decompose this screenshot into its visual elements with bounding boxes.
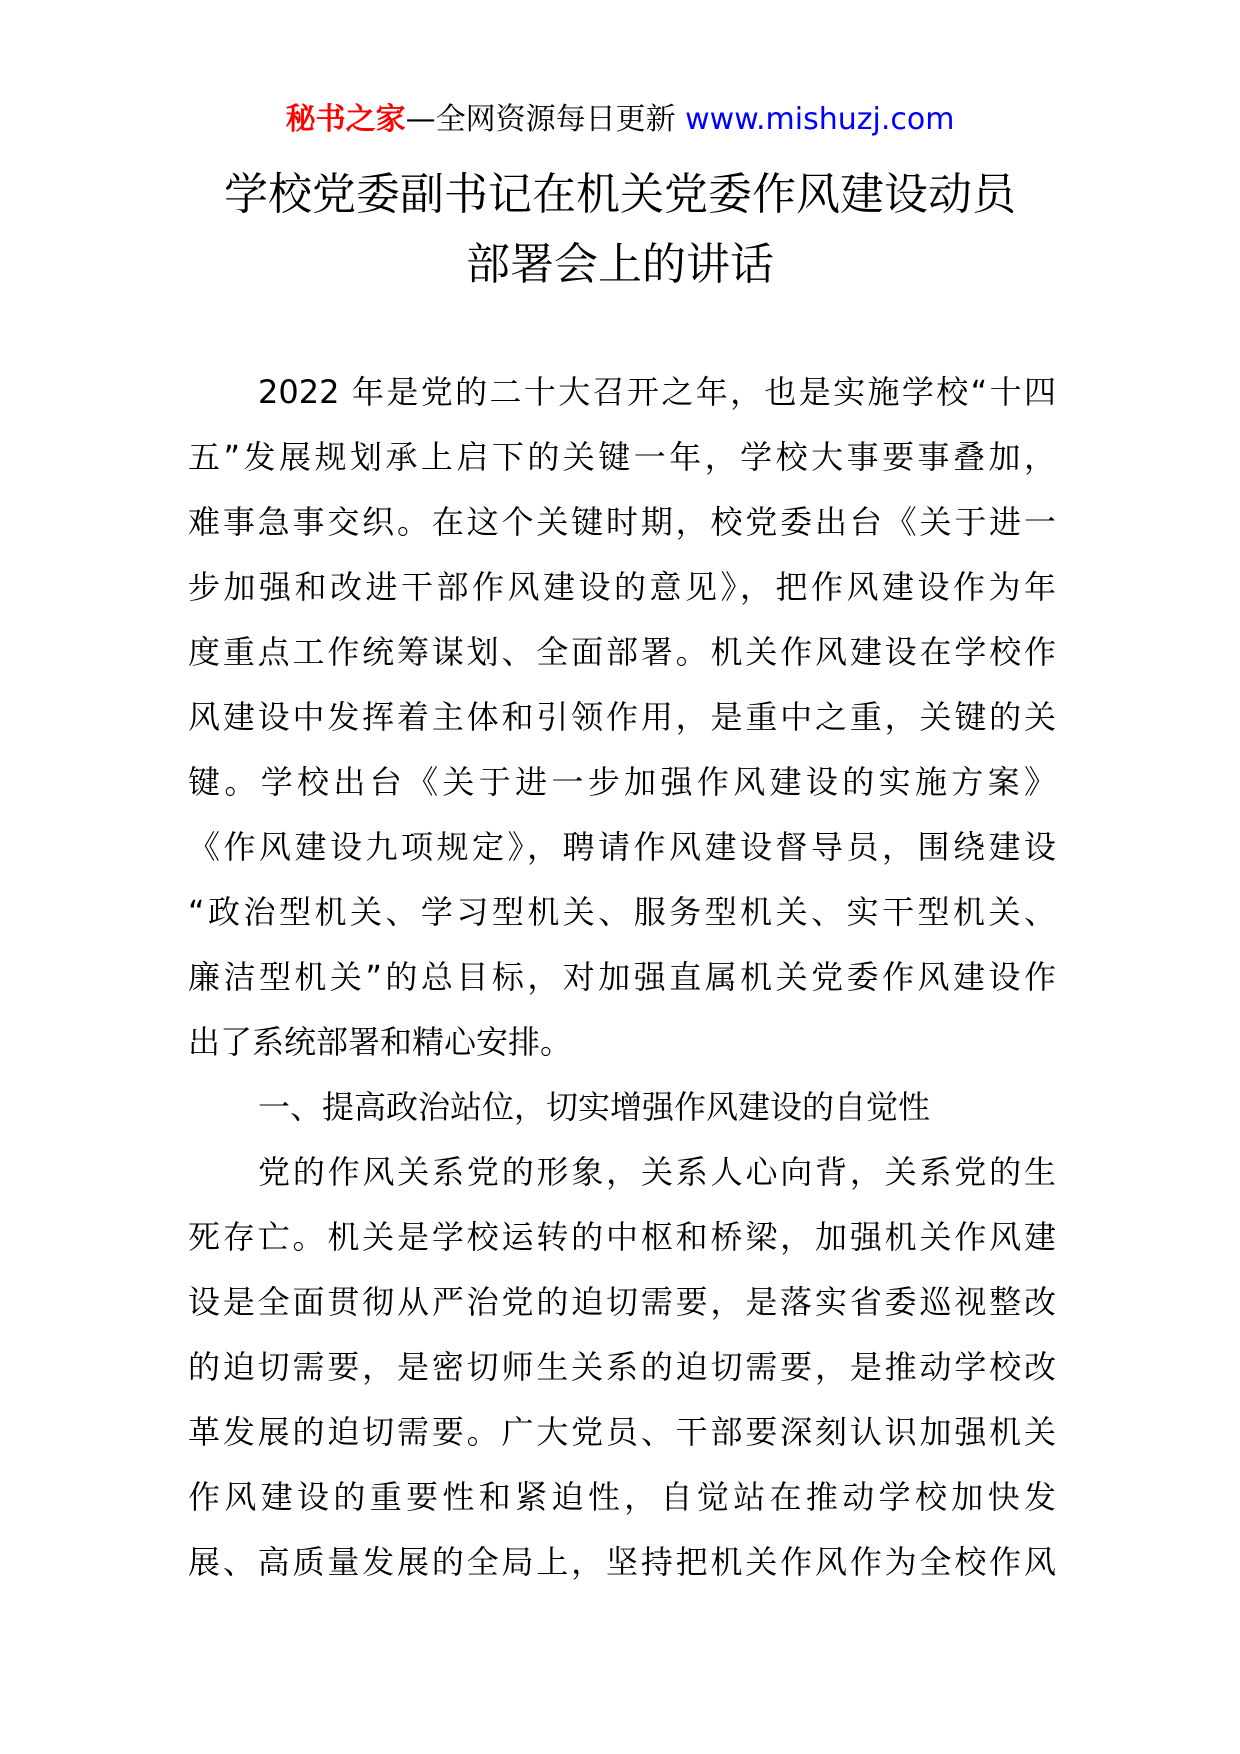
paragraph-2-line: 展、高质量发展的全局上，坚持把机关作风作为全校作风 [188,1543,1056,1581]
paragraph-2-line: 的迫切需要，是密切师生关系的迫切需要，是推动学校改 [188,1348,1056,1386]
document-title [150,160,1090,300]
title-line-1: 学校党委副书记在机关党委作风建设动员 [224,169,1016,220]
site-name: 秘书之家 [285,102,406,137]
paragraph-1-line: 难事急事交织。在这个关键时期，校党委出台《关于进一 [188,503,1056,541]
paragraph-2-line: 党的作风关系党的形象，关系人心向背，关系党的生 [258,1153,1056,1191]
site-tagline: —全网资源每日更新 [405,102,676,137]
site-banner [0,100,1240,140]
site-url-link[interactable]: www.mishuzj.com [685,102,955,137]
paragraph-1-line: “政治型机关、学习型机关、服务型机关、实干型机关、 [188,893,1056,931]
paragraph-1-line: 步加强和改进干部作风建设的意见》，把作风建设作为年 [188,568,1056,606]
title-line-2: 部署会上的讲话 [466,239,774,290]
paragraph-2-line: 设是全面贯彻从严治党的迫切需要，是落实省委巡视整改 [188,1283,1056,1321]
paragraph-1-line: 风建设中发挥着主体和引领作用，是重中之重，关键的关 [188,698,1056,736]
document-body [188,360,1056,1595]
paragraph-2-line: 死存亡。机关是学校运转的中枢和桥梁，加强机关作风建 [188,1218,1056,1256]
section-1-heading: 一、提高政治站位，切实增强作风建设的自觉性 [258,1088,931,1126]
paragraph-1-line: 五”发展规划承上启下的关键一年，学校大事要事叠加， [188,438,1056,476]
paragraph-1-line: 键。学校出台《关于进一步加强作风建设的实施方案》 [188,763,1056,801]
paragraph-1-line: 廉洁型机关”的总目标，对加强直属机关党委作风建设作 [188,958,1056,996]
paragraph-1-line: 《作风建设九项规定》，聘请作风建设督导员，围绕建设 [188,828,1056,866]
paragraph-1-line: 2022 年是党的二十大召开之年，也是实施学校“十四 [258,373,1056,411]
paragraph-2-line: 作风建设的重要性和紧迫性，自觉站在推动学校加快发 [188,1478,1056,1516]
paragraph-2-line: 革发展的迫切需要。广大党员、干部要深刻认识加强机关 [188,1413,1056,1451]
paragraph-1-line: 度重点工作统筹谋划、全面部署。机关作风建设在学校作 [188,633,1056,671]
paragraph-1-line: 出了系统部署和精心安排。 [188,1023,573,1061]
